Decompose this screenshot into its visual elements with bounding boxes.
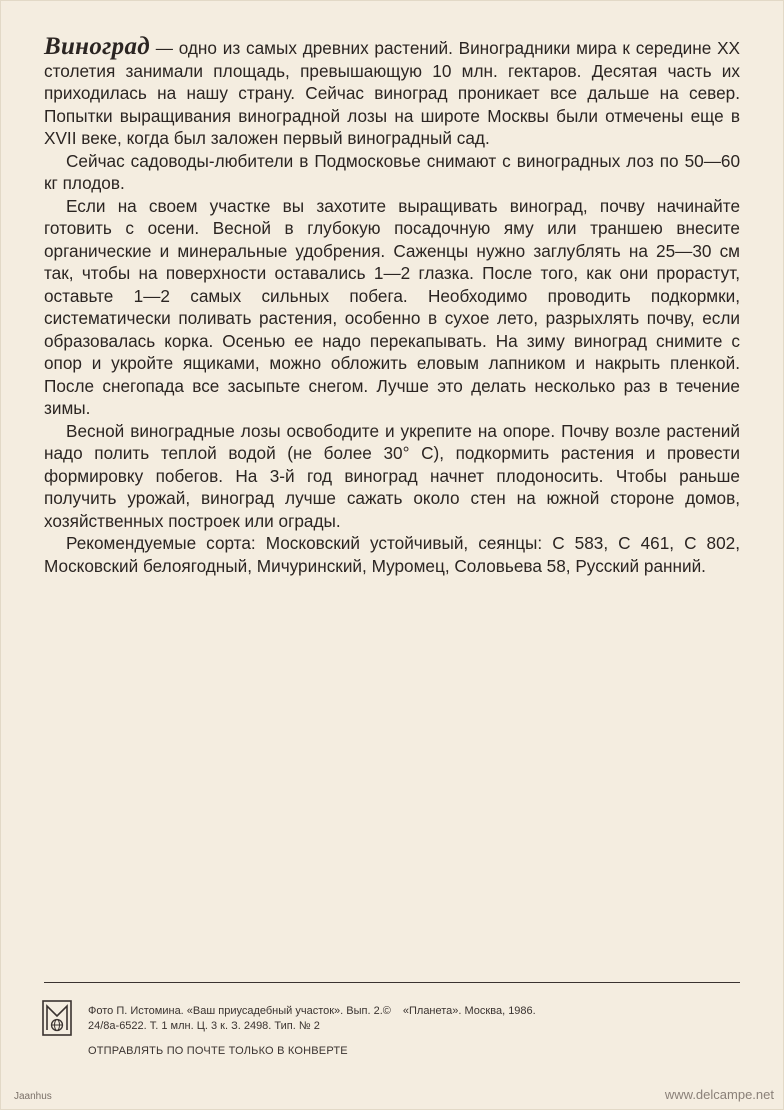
article-paragraph-4: Весной виноградные лозы освободите и укрепите на опоре. Почву возле растений надо полить теплой водой (не более 30° С), подкормить растения и провести формировку побегов. На 3-й год виноград начнет плодоносить. Чтобы раньше получить урожай, виноград лучше сажать около стен на южной стороне домов, хозяйственных построек или ограды. <box>44 420 740 531</box>
divider-rule <box>44 982 740 983</box>
mail-instruction: ОТПРАВЛЯТЬ ПО ПОЧТЕ ТОЛЬКО В КОНВЕРТЕ <box>88 1045 348 1057</box>
publisher-logo-icon <box>42 1000 72 1036</box>
copyright-symbol: © <box>382 1005 391 1017</box>
publisher-info: «Планета». Москва, 1986. <box>402 1005 536 1017</box>
headword: Виноград <box>44 33 150 60</box>
article-text <box>44 33 740 577</box>
first-paragraph-text: — одно из самых древних растений. Виноградники мира к середине XX столетия занимали площадь, превышающую 10 млн. гектаров. Десятая часть их приходилась на нашу страну. Сейчас виноград проникает все дальше на север. Попытки выращивания виноградной лозы на широте Москвы были отмечены еще в XVII веке, когда был заложен первый виноградный сад. <box>44 38 740 148</box>
watermark-right: www.delcampe.net <box>664 1087 774 1102</box>
article-paragraph-1 <box>44 33 740 150</box>
article-paragraph-3: Если на своем участке вы захотите выращивать виноград, почву начинайте готовить с осени. Весной в глубокую посадочную яму или траншею внесите органические и минеральные удобрения. Саженцы нужно заглублять на 25—30 см так, чтобы на поверхности оставались 1—2 глазка. После того, как они прорастут, оставьте 1—2 самых сильных побега. Необходимо проводить подкормки, систематически поливать растения, особенно в сухое лето, разрыхлять почву, если образовалась корка. Осенью ее надо перекапывать. На зиму виноград снимите с опор и укройте ящиками, можно обложить еловым лапником и накрыть пленкой. После снегопада все засыпьте снегом. Лучше это делать несколько раз в течение зимы. <box>44 195 740 418</box>
imprint-line-1 <box>88 1004 688 1019</box>
article-paragraph-2: Сейчас садоводы-любители в Подмосковье снимают с виноградных лоз по 50—60 кг плодов. <box>44 150 740 193</box>
imprint <box>88 1004 688 1034</box>
photo-credit: Фото П. Истомина. «Ваш приусадебный участок». Вып. 2. <box>88 1005 383 1017</box>
watermark-left: Jaanhus <box>14 1091 52 1102</box>
imprint-line-2: 24/8а-6522. Т. 1 млн. Ц. 3 к. З. 2498. Тип. № 2 <box>88 1020 320 1032</box>
article-paragraph-5: Рекомендуемые сорта: Московский устойчивый, сеянцы: С 583, С 461, С 802, Московский белоягодный, Мичуринский, Муромец, Соловьева 58, Русский ранний. <box>44 533 740 576</box>
